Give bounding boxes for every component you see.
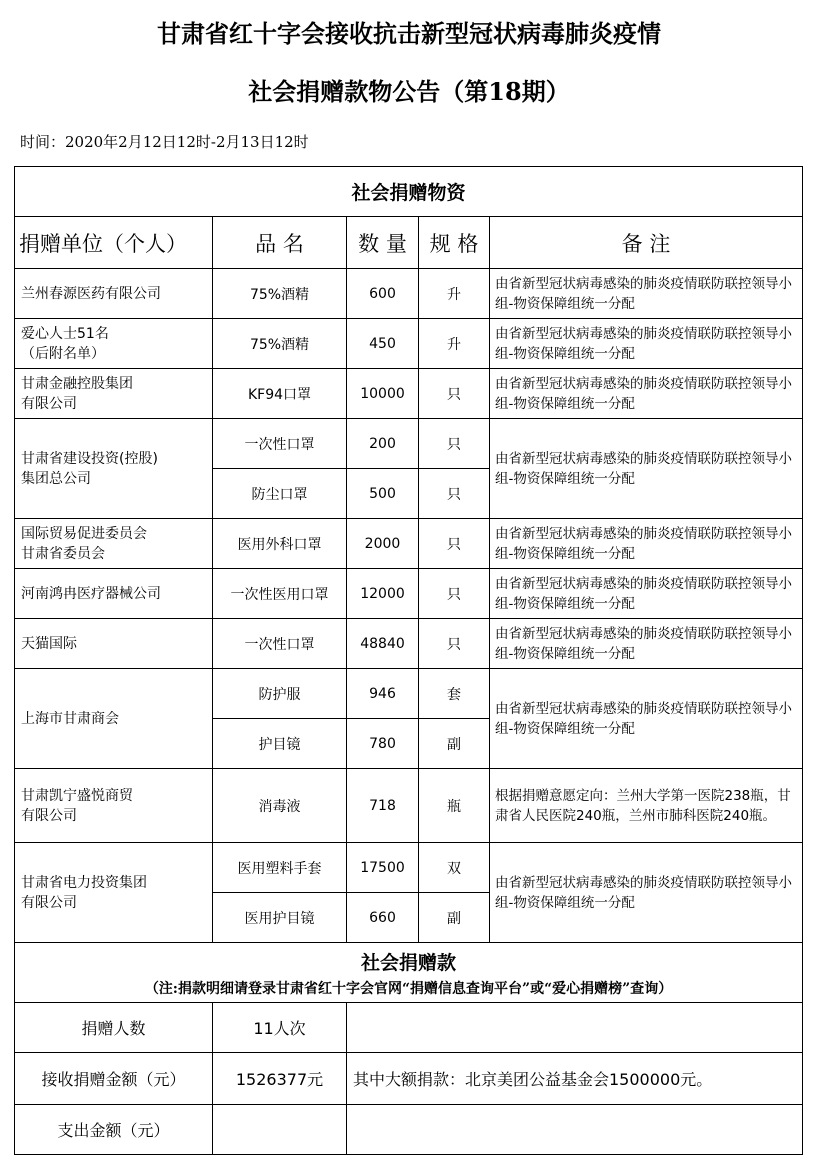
item-cell: 75%酒精 — [213, 269, 347, 319]
spent-value — [213, 1105, 347, 1155]
received-note: 其中大额捐款：北京美团公益基金会1500000元。 — [347, 1053, 803, 1105]
donor-cell — [15, 419, 213, 519]
donor-line: （后附名单） — [21, 345, 105, 362]
unit-cell: 瓶 — [419, 769, 490, 843]
donor-line: 国际贸易促进委员会 — [21, 525, 147, 542]
table-row — [15, 569, 803, 619]
unit-cell: 升 — [419, 269, 490, 319]
donor-line: 爱心人士51名 — [21, 325, 109, 342]
table-row — [15, 319, 803, 369]
qty-cell: 946 — [347, 669, 419, 719]
qty-cell: 200 — [347, 419, 419, 469]
qty-cell: 718 — [347, 769, 419, 843]
qty-cell: 600 — [347, 269, 419, 319]
goods-section-title: 社会捐赠物资 — [15, 167, 803, 217]
remark-cell: 由省新型冠状病毒感染的肺炎疫情联防联控领导小组-物资保障组统一分配 — [490, 619, 803, 669]
remark-cell: 由省新型冠状病毒感染的肺炎疫情联防联控领导小组-物资保障组统一分配 — [490, 319, 803, 369]
unit-cell: 只 — [419, 619, 490, 669]
qty-cell: 660 — [347, 893, 419, 943]
donor-line: 集团总公司 — [21, 470, 91, 487]
remark-cell: 由省新型冠状病毒感染的肺炎疫情联防联控领导小组-物资保障组统一分配 — [490, 669, 803, 769]
donor-line: 甘肃省建设投资(控股) — [21, 450, 158, 467]
header-donor: 捐赠单位（个人） — [15, 217, 213, 269]
remark-cell: 由省新型冠状病毒感染的肺炎疫情联防联控领导小组-物资保障组统一分配 — [490, 843, 803, 943]
table-row — [15, 369, 803, 419]
donor-line: 甘肃金融控股集团 — [21, 375, 133, 392]
donor-cell — [15, 769, 213, 843]
received-value: 1526377元 — [213, 1053, 347, 1105]
donor-cell: 兰州春源医药有限公司 — [15, 269, 213, 319]
donor-cell: 上海市甘肃商会 — [15, 669, 213, 769]
donor-line: 有限公司 — [21, 894, 77, 911]
unit-cell: 只 — [419, 369, 490, 419]
unit-cell: 双 — [419, 843, 490, 893]
spent-label: 支出金额（元） — [15, 1105, 213, 1155]
header-item: 品 名 — [213, 217, 347, 269]
unit-cell: 套 — [419, 669, 490, 719]
title-line-2: 社会捐赠款物公告（第18期） — [248, 77, 570, 106]
remark-cell: 由省新型冠状病毒感染的肺炎疫情联防联控领导小组-物资保障组统一分配 — [490, 569, 803, 619]
item-cell: 护目镜 — [213, 719, 347, 769]
unit-cell: 只 — [419, 569, 490, 619]
table-row — [15, 843, 803, 893]
header-qty: 数 量 — [347, 217, 419, 269]
time-range: 时间：2020年2月12日12时-2月13日12时 — [20, 133, 309, 151]
remark-cell: 由省新型冠状病毒感染的肺炎疫情联防联控领导小组-物资保障组统一分配 — [490, 369, 803, 419]
donor-line: 甘肃省委员会 — [21, 545, 105, 562]
header-unit: 规 格 — [419, 217, 490, 269]
item-cell: 医用外科口罩 — [213, 519, 347, 569]
donor-line: 甘肃省电力投资集团 — [21, 874, 147, 891]
qty-cell: 2000 — [347, 519, 419, 569]
donor-cell — [15, 519, 213, 569]
qty-cell: 12000 — [347, 569, 419, 619]
qty-cell: 500 — [347, 469, 419, 519]
qty-cell: 450 — [347, 319, 419, 369]
donor-cell — [15, 319, 213, 369]
money-section-note: （注:捐款明细请登录甘肃省红十字会官网“捐赠信息查询平台”或“爱心捐赠榜”查询） — [144, 980, 673, 997]
donors-note — [347, 1003, 803, 1053]
donor-line: 甘肃凯宁盛悦商贸 — [21, 787, 133, 804]
item-cell: 一次性口罩 — [213, 419, 347, 469]
received-label: 接收捐赠金额（元） — [15, 1053, 213, 1105]
qty-cell: 780 — [347, 719, 419, 769]
unit-cell: 副 — [419, 893, 490, 943]
item-cell: 一次性口罩 — [213, 619, 347, 669]
donation-table — [14, 166, 803, 1155]
spent-note — [347, 1105, 803, 1155]
qty-cell: 10000 — [347, 369, 419, 419]
item-cell: 一次性医用口罩 — [213, 569, 347, 619]
table-row — [15, 669, 803, 719]
table-row — [15, 269, 803, 319]
table-row — [15, 769, 803, 843]
item-cell: 75%酒精 — [213, 319, 347, 369]
money-section-title: 社会捐赠款 — [361, 951, 457, 974]
money-section-header — [15, 943, 803, 1003]
qty-cell: 48840 — [347, 619, 419, 669]
item-cell: 医用塑料手套 — [213, 843, 347, 893]
item-cell: 消毒液 — [213, 769, 347, 843]
remark-cell: 由省新型冠状病毒感染的肺炎疫情联防联控领导小组-物资保障组统一分配 — [490, 419, 803, 519]
table-row — [15, 619, 803, 669]
donor-line: 有限公司 — [21, 807, 77, 824]
donor-line: 有限公司 — [21, 395, 77, 412]
donors-value: 11人次 — [213, 1003, 347, 1053]
remark-cell: 由省新型冠状病毒感染的肺炎疫情联防联控领导小组-物资保障组统一分配 — [490, 519, 803, 569]
item-cell: 防护服 — [213, 669, 347, 719]
item-cell: 医用护目镜 — [213, 893, 347, 943]
remark-cell: 由省新型冠状病毒感染的肺炎疫情联防联控领导小组-物资保障组统一分配 — [490, 269, 803, 319]
title-line-1: 甘肃省红十字会接收抗击新型冠状病毒肺炎疫情 — [157, 19, 661, 48]
donor-cell — [15, 369, 213, 419]
item-cell: KF94口罩 — [213, 369, 347, 419]
unit-cell: 副 — [419, 719, 490, 769]
donor-cell: 河南鸿冉医疗器械公司 — [15, 569, 213, 619]
unit-cell: 升 — [419, 319, 490, 369]
donor-cell — [15, 843, 213, 943]
unit-cell: 只 — [419, 469, 490, 519]
header-remark: 备 注 — [490, 217, 803, 269]
table-row — [15, 519, 803, 569]
remark-cell: 根据捐赠意愿定向：兰州大学第一医院238瓶，甘肃省人民医院240瓶，兰州市肺科医院240瓶。 — [490, 769, 803, 843]
unit-cell: 只 — [419, 419, 490, 469]
table-row — [15, 419, 803, 469]
donor-cell: 天猫国际 — [15, 619, 213, 669]
unit-cell: 只 — [419, 519, 490, 569]
qty-cell: 17500 — [347, 843, 419, 893]
item-cell: 防尘口罩 — [213, 469, 347, 519]
donors-label: 捐赠人数 — [15, 1003, 213, 1053]
